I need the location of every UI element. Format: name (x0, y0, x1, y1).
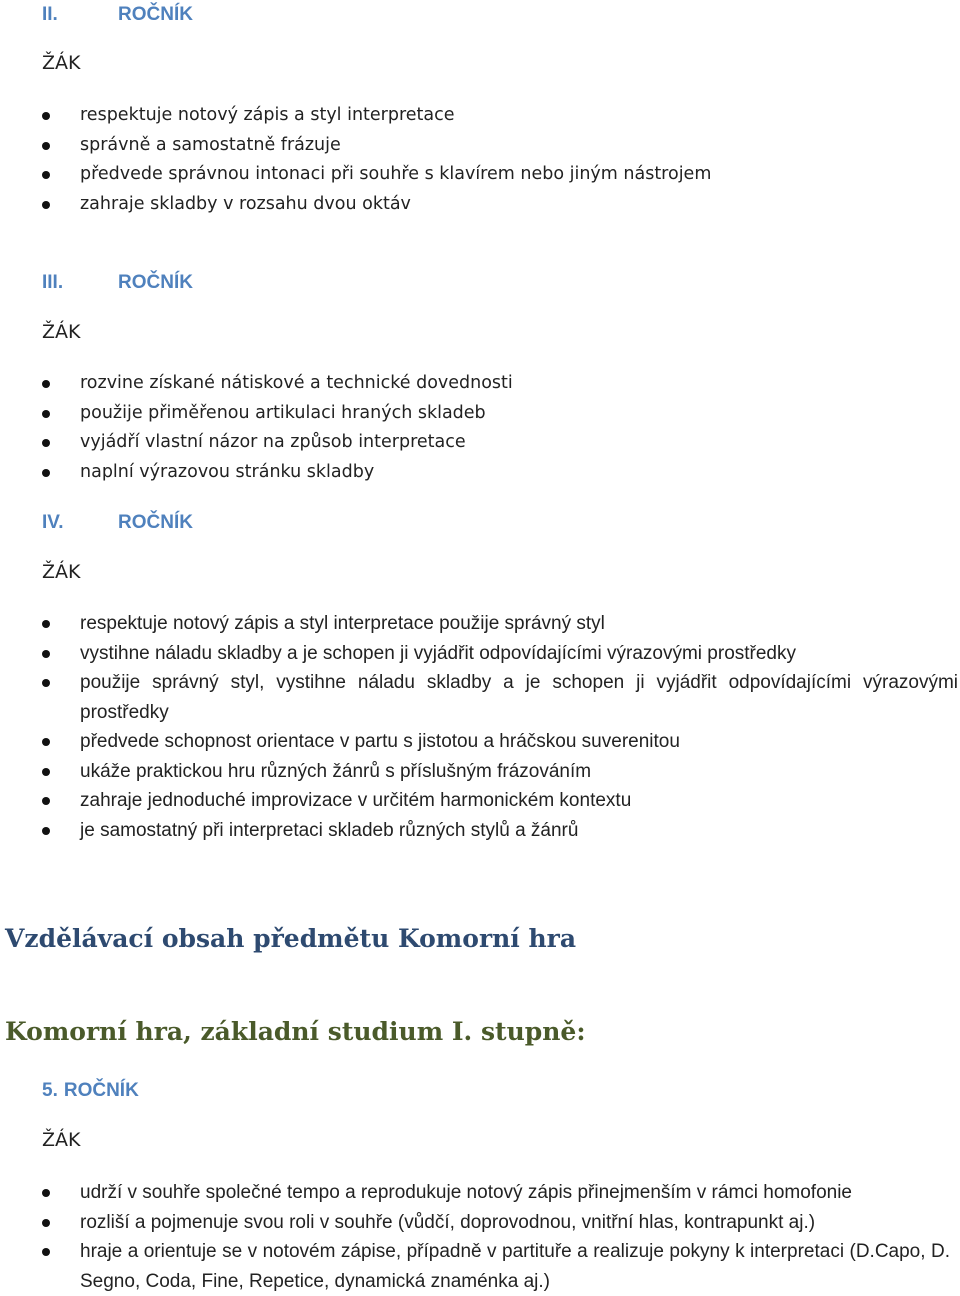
year5-title: ROČNÍK (63, 1080, 139, 1101)
list-item: rozvine získané nátiskové a technické dovednosti (0, 369, 800, 399)
year4-number: IV. (42, 512, 64, 533)
year4-outcomes-list (0, 609, 958, 845)
list-item: předvede schopnost orientace v partu s jistotou a hráčskou suverenitou (0, 727, 958, 757)
year5-heading (42, 1080, 139, 1102)
list-item: respektuje notový zápis a styl interpretace použije správný styl (0, 609, 958, 639)
list-item: udrží v souhře společné tempo a reprodukuje notový zápis přinejmenším v rámci homofonie (0, 1178, 950, 1208)
list-item: vystihne náladu skladby a je schopen ji vyjádřit odpovídajícími výrazovými prostředky (0, 639, 958, 669)
list-item: ukáže praktickou hru různých žánrů s příslušným frázováním (0, 757, 958, 787)
year3-number: III. (42, 272, 64, 293)
year4-heading (42, 512, 193, 534)
list-item: správně a samostatně frázuje (0, 131, 800, 161)
list-item: hraje a orientuje se v notovém zápise, případně v partituře a realizuje pokyny k interpretaci (D.Capo, D. Segno, Coda, Fine, Repetice, dynamická znaménka aj.) (0, 1237, 950, 1296)
year3-outcomes-list (0, 369, 800, 487)
list-item: použije správný styl, vystihne náladu skladby a je schopen ji vyjádřit odpovídajícími výrazovými prostředky (0, 668, 958, 727)
year2-outcomes-list (0, 101, 800, 219)
list-item: zahraje jednoduché improvizace v určitém harmonickém kontextu (0, 786, 958, 816)
subject-content-heading: Vzdělávací obsah předmětu Komorní hra (5, 924, 577, 953)
year5-outcomes-list (0, 1178, 950, 1296)
list-item: zahraje skladby v rozsahu dvou oktáv (0, 190, 800, 220)
list-item: rozliší a pojmenuje svou roli v souhře (vůdčí, doprovodnou, vnitřní hlas, kontrapunkt aj.) (0, 1208, 950, 1238)
year2-pupil-label: ŽÁK (42, 52, 81, 74)
year3-pupil-label: ŽÁK (42, 321, 81, 343)
year4-pupil-label: ŽÁK (42, 561, 81, 583)
year2-heading (42, 4, 193, 26)
year5-pupil-label: ŽÁK (42, 1129, 81, 1151)
course-heading: Komorní hra, základní studium I. stupně: (5, 1017, 586, 1046)
year2-title: ROČNÍK (118, 4, 193, 25)
year5-number: 5. (42, 1080, 58, 1101)
list-item: vyjádří vlastní názor na způsob interpretace (0, 428, 800, 458)
list-item: naplní výrazovou stránku skladby (0, 458, 800, 488)
year2-number: II. (42, 4, 58, 25)
year3-heading (42, 272, 193, 294)
list-item: použije přiměřenou artikulaci hraných skladeb (0, 399, 800, 429)
year3-title: ROČNÍK (118, 272, 193, 293)
year4-title: ROČNÍK (118, 512, 193, 533)
list-item: předvede správnou intonaci při souhře s klavírem nebo jiným nástrojem (0, 160, 800, 190)
list-item: respektuje notový zápis a styl interpretace (0, 101, 800, 131)
list-item: je samostatný při interpretaci skladeb různých stylů a žánrů (0, 816, 958, 846)
